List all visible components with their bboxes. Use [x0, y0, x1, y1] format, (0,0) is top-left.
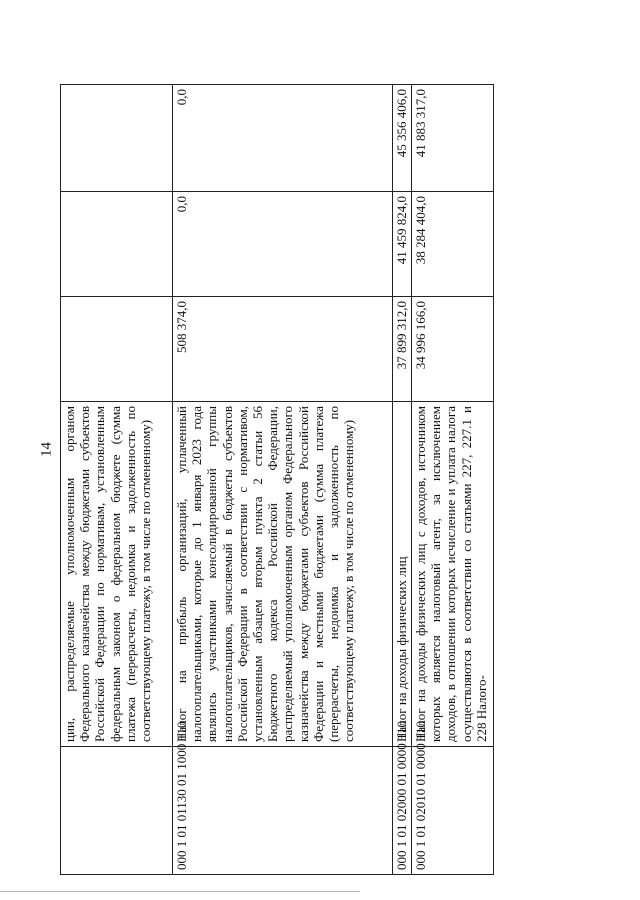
rotated-table-container — [60, 85, 580, 875]
value-cell-1 — [61, 297, 173, 402]
name-cell: Налог на доходы физических лиц с доходов, источником которых является налоговый агент, за исключением доходов, в отношении которых исчисление и уплата налога осуществляются в соответствии со статьями 227, 227.1 и 228 Налого- — [412, 402, 494, 747]
value-cell-3 — [61, 85, 173, 192]
name-cell: Налог на прибыль организаций, уплаченный налогоплательщиками, которые до 1 января 2023 года являлись участниками консолидированной группы налогоплательщиков, зачисляемый в бюджеты субъектов Российской Федерации в соответствии с нормативом, установленным абзацем вторым пункта 2 статьи 56 Бюджетного кодекса Российской Федерации, распределяемый уполномоченным органом Федерального казначейства между бюджетами субъектов Российской Федерации и местными бюджетами (сумма платежа (перерасчеты, недоимка и задолженность по соответствующему платежу, в том числе по отмененному) — [173, 402, 393, 747]
value-cell-2: 41 459 824,0 — [393, 192, 412, 297]
value-cell-2: 0,0 — [173, 192, 393, 297]
value-cell-2 — [61, 192, 173, 297]
value-cell-1: 37 899 312,0 — [393, 297, 412, 402]
table-row — [412, 85, 494, 875]
table-row — [393, 85, 412, 875]
code-cell — [61, 747, 173, 875]
code-cell: 000 1 01 02000 01 0000 110 — [393, 747, 412, 875]
value-cell-2: 38 284 404,0 — [412, 192, 494, 297]
name-cell: ции, распределяемые уполномоченным органом Федерального казначейства между бюджетами субъектов Российской Федерации по нормативам, установленным федеральным законом о федеральном бюджете (сумма платежа (перерасчеты, недоимка и задолженность по соответствующему платежу, в том числе по отмененному) — [61, 402, 173, 747]
code-cell: 000 1 01 01130 01 1000 110 — [173, 747, 393, 875]
table-row — [61, 85, 173, 875]
table-row — [173, 85, 393, 875]
value-cell-1: 508 374,0 — [173, 297, 393, 402]
page-number: 14 — [38, 442, 55, 457]
value-cell-3: 0,0 — [173, 85, 393, 192]
value-cell-3: 45 356 406,0 — [393, 85, 412, 192]
value-cell-1: 34 996 166,0 — [412, 297, 494, 402]
value-cell-3: 41 883 317,0 — [412, 85, 494, 192]
name-cell: Налог на доходы физических лиц — [393, 402, 412, 747]
budget-table — [60, 84, 494, 875]
code-cell: 000 1 01 02010 01 0000 110 — [412, 747, 494, 875]
footer-divider — [0, 891, 360, 892]
